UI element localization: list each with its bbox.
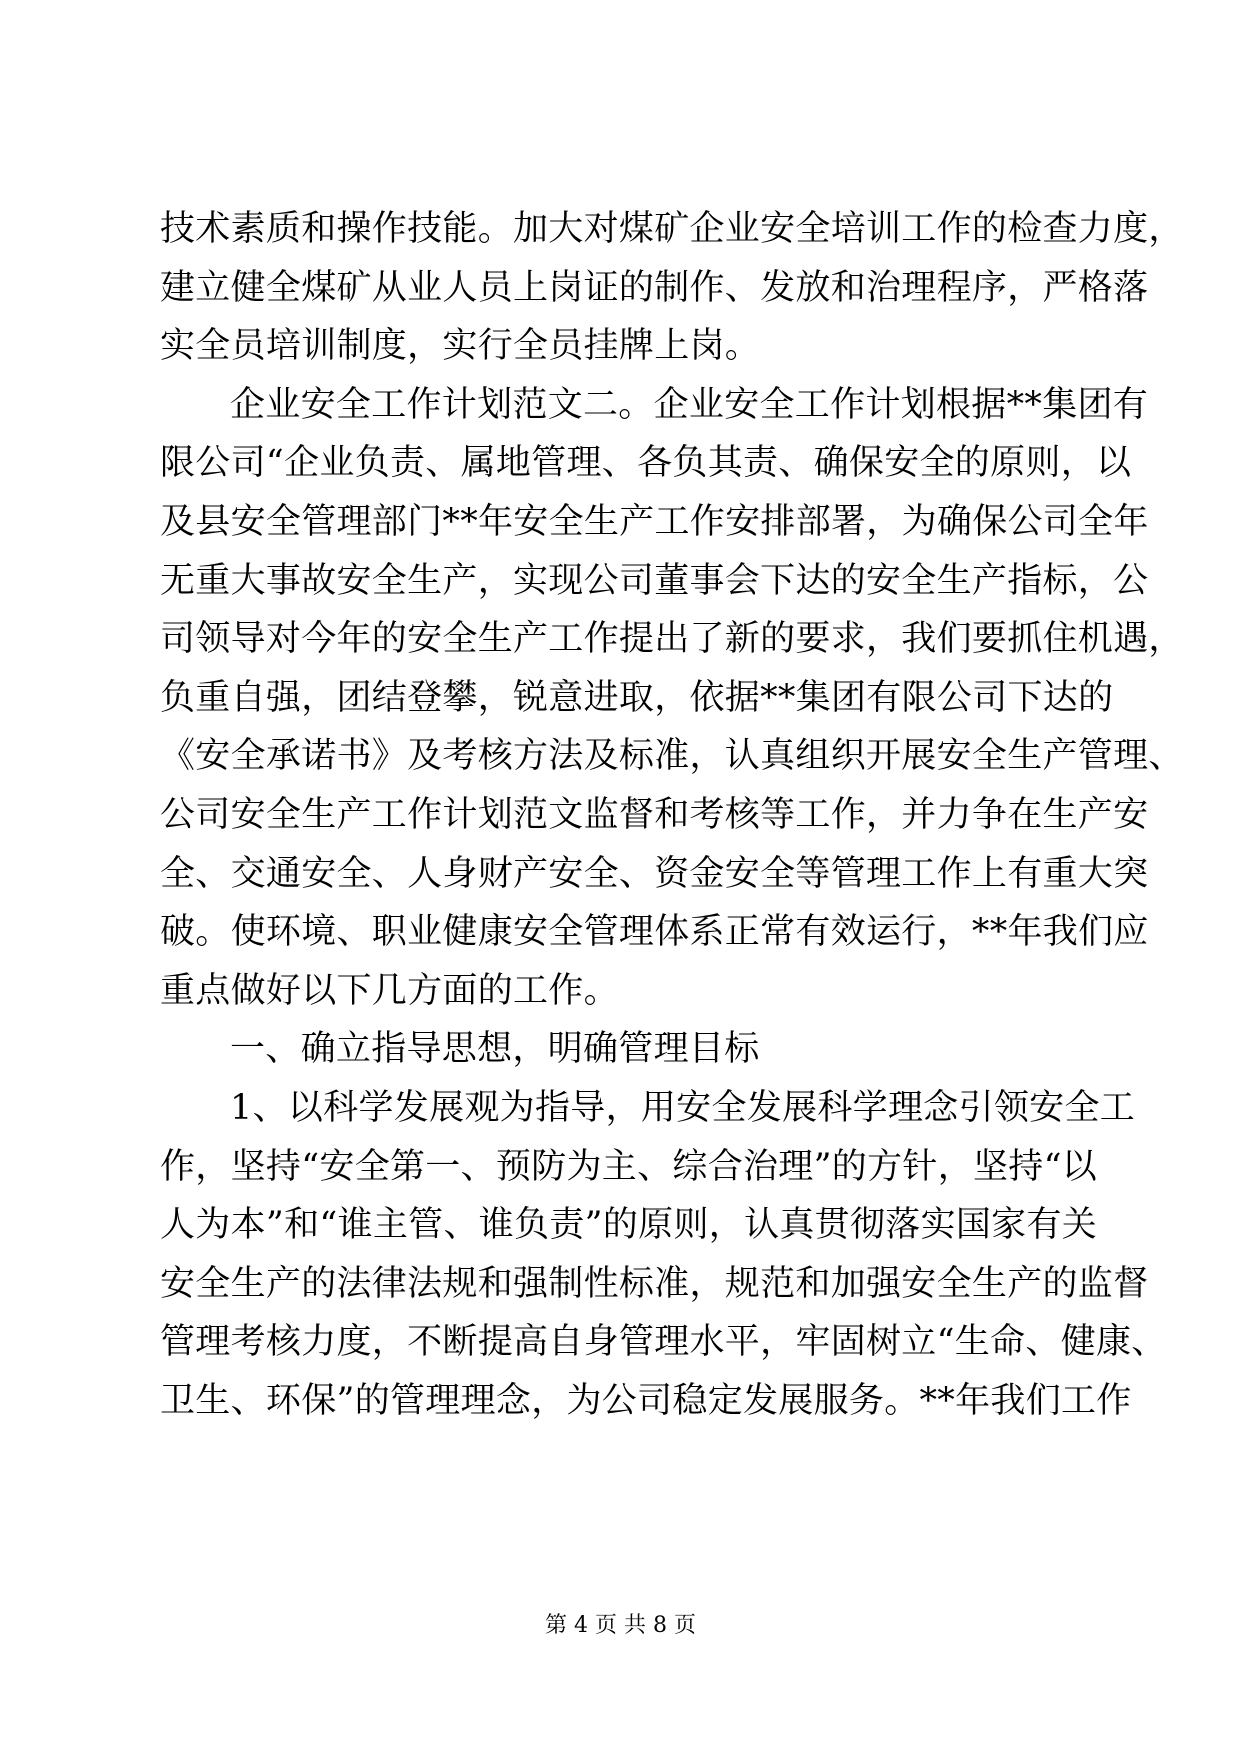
text-line: 卫生、环保”的管理理念，为公司稳定发展服务。**年我们工作 bbox=[160, 1380, 1132, 1421]
paragraph-start-line: 企业安全工作计划范文二。企业安全工作计划根据**集团有 bbox=[230, 384, 1149, 425]
paragraph-start-line: 1、以科学发展观为指导，用安全发展科学理念引领安全工 bbox=[230, 1087, 1136, 1128]
text-line: 限公司“企业负责、属地管理、各负其责、确保安全的原则，以 bbox=[160, 443, 1132, 484]
page-number-footer: 第 4 页 共 8 页 bbox=[545, 1613, 696, 1638]
text-line: 《安全承诺书》及考核方法及标准，认真组织开展安全生产管理、 bbox=[160, 736, 1184, 777]
text-line: 作，坚持“安全第一、预防为主、综合治理”的方针，坚持“以 bbox=[160, 1146, 1098, 1187]
text-line: 安全生产的法律法规和强制性标准，规范和加强安全生产的监督 bbox=[160, 1263, 1149, 1304]
text-line: 司领导对今年的安全生产工作提出了新的要求，我们要抓住机遇， bbox=[160, 619, 1184, 660]
text-line: 管理考核力度，不断提高自身管理水平，牢固树立“生命、健康、 bbox=[160, 1322, 1167, 1363]
text-line: 公司安全生产工作计划范文监督和考核等工作，并力争在生产安 bbox=[160, 794, 1149, 835]
document-body bbox=[160, 200, 1184, 1430]
section-heading: 一、确立指导思想，明确管理目标 bbox=[230, 1029, 760, 1070]
text-line: 破。使环境、职业健康安全管理体系正常有效运行，**年我们应 bbox=[160, 912, 1149, 953]
text-line: 实全员培训制度，实行全员挂牌上岗。 bbox=[160, 326, 761, 367]
text-line: 人为本”和“谁主管、谁负责”的原则，认真贯彻落实国家有关 bbox=[160, 1205, 1098, 1246]
text-line: 技术素质和操作技能。加大对煤矿企业安全培训工作的检查力度， bbox=[160, 209, 1184, 249]
text-line: 重点做好以下几方面的工作。 bbox=[160, 970, 619, 1011]
text-line: 全、交通安全、人身财产安全、资金安全等管理工作上有重大突 bbox=[160, 853, 1149, 894]
text-line: 建立健全煤矿从业人员上岗证的制作、发放和治理程序，严格落 bbox=[160, 267, 1149, 308]
text-line: 负重自强，团结登攀，锐意进取，依据**集团有限公司下达的 bbox=[160, 677, 1114, 718]
text-line: 及县安全管理部门**年安全生产工作安排部署，为确保公司全年 bbox=[160, 501, 1149, 542]
text-line: 无重大事故安全生产，实现公司董事会下达的安全生产指标，公 bbox=[160, 560, 1149, 601]
